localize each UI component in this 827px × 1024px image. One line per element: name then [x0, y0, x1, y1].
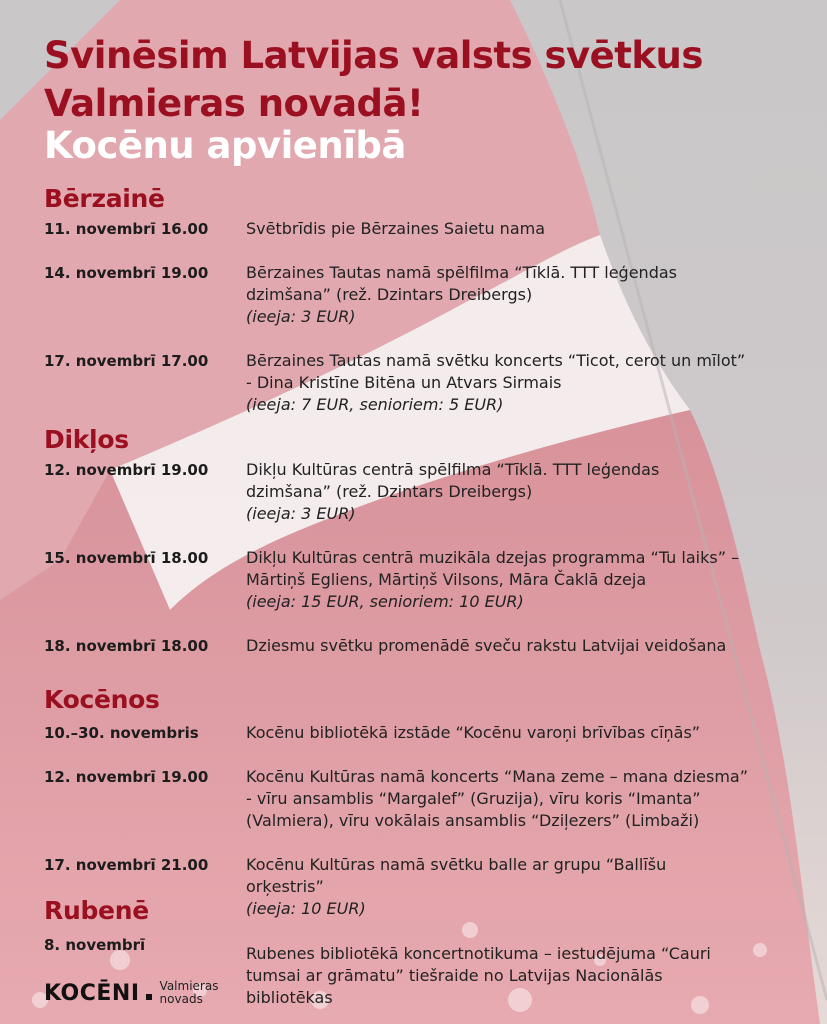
event-description	[246, 262, 806, 328]
event-description	[246, 547, 806, 613]
event-price: (ieeja: 3 EUR)	[246, 307, 356, 326]
event-date: 17. novembrī 21.00	[44, 856, 209, 874]
event-line: Rubenes bibliotēkā koncertnotikuma – iestudējuma “Cauri	[246, 944, 711, 963]
event-date: 18. novembrī 18.00	[44, 637, 209, 655]
logo-dot	[146, 994, 152, 1000]
event-line: - Dina Kristīne Bitēna un Atvars Sirmais	[246, 373, 562, 392]
event-line: Kocēnu Kultūras namā svētku balle ar grupu “Ballīšu	[246, 855, 667, 874]
poster-title-line1: Svinēsim Latvijas valsts svētkus	[44, 34, 703, 77]
event-description	[246, 722, 806, 744]
event-line: Bērzaines Tautas namā spēlfilma “Tīklā. TTT leģendas	[246, 263, 677, 282]
section-heading-berzaine: Bērzainē	[44, 184, 165, 213]
event-date: 8. novembrī	[44, 936, 146, 954]
event-line: bibliotēkas	[246, 988, 333, 1007]
event-line: dzimšana” (rež. Dzintars Dreibergs)	[246, 285, 533, 304]
event-price: (ieeja: 3 EUR)	[246, 504, 356, 523]
kocenu-logo	[44, 980, 218, 1006]
event-line: dzimšana” (rež. Dzintars Dreibergs)	[246, 482, 533, 501]
event-line: Dikļu Kultūras centrā spēlfilma “Tīklā. TTT leģendas	[246, 460, 660, 479]
event-date: 14. novembrī 19.00	[44, 264, 209, 282]
event-description	[246, 218, 806, 240]
section-heading-kocenos: Kocēnos	[44, 685, 160, 714]
event-description	[246, 766, 806, 832]
event-description	[246, 854, 806, 920]
event-price: (ieeja: 10 EUR)	[246, 899, 366, 918]
section-heading-rubene: Rubenē	[44, 896, 149, 925]
event-description	[246, 635, 806, 657]
event-line: Dikļu Kultūras centrā muzikāla dzejas programma “Tu laiks” –	[246, 548, 740, 567]
logo-subtitle-line2: novads	[159, 992, 203, 1006]
event-line: Kocēnu bibliotēkā izstāde “Kocēnu varoņi brīvības cīņās”	[246, 723, 701, 742]
event-price: (ieeja: 7 EUR, senioriem: 5 EUR)	[246, 395, 504, 414]
event-date: 10.–30. novembris	[44, 724, 199, 742]
logo-subtitle	[160, 980, 219, 1006]
section-heading-diklos: Dikļos	[44, 425, 129, 454]
event-line: Dziesmu svētku promenādē sveču rakstu Latvijai veidošana	[246, 636, 727, 655]
event-line: Svētbrīdis pie Bērzaines Saietu nama	[246, 219, 546, 238]
event-description	[246, 350, 806, 416]
event-line: Mārtiņš Egliens, Mārtiņš Vilsons, Māra Čaklā dzeja	[246, 570, 647, 589]
event-price: (ieeja: 15 EUR, senioriem: 10 EUR)	[246, 592, 524, 611]
event-line: Bērzaines Tautas namā svētku koncerts “Ticot, cerot un mīlot”	[246, 351, 746, 370]
event-date: 15. novembrī 18.00	[44, 549, 209, 567]
event-line: orķestris”	[246, 877, 324, 896]
event-description	[246, 459, 806, 525]
logo-subtitle-line1: Valmieras	[159, 979, 219, 993]
event-description	[246, 943, 806, 1009]
event-line: tumsai ar grāmatu” tiešraide no Latvijas Nacionālās	[246, 966, 663, 985]
event-line: - vīru ansamblis “Margalef” (Gruzija), vīru koris “Imanta”	[246, 789, 701, 808]
logo-wordmark: KOCĒNI	[44, 980, 140, 1006]
event-date: 12. novembrī 19.00	[44, 461, 209, 479]
event-line: Kocēnu Kultūras namā koncerts “Mana zeme – mana dziesma”	[246, 767, 749, 786]
event-date: 11. novembrī 16.00	[44, 220, 209, 238]
event-date: 12. novembrī 19.00	[44, 768, 209, 786]
event-date: 17. novembrī 17.00	[44, 352, 209, 370]
poster-title-line2: Valmieras novadā!	[44, 82, 424, 125]
poster-subtitle: Kocēnu apvienībā	[44, 124, 406, 167]
event-line: (Valmiera), vīru vokālais ansamblis “Dziļezers” (Limbaži)	[246, 811, 700, 830]
